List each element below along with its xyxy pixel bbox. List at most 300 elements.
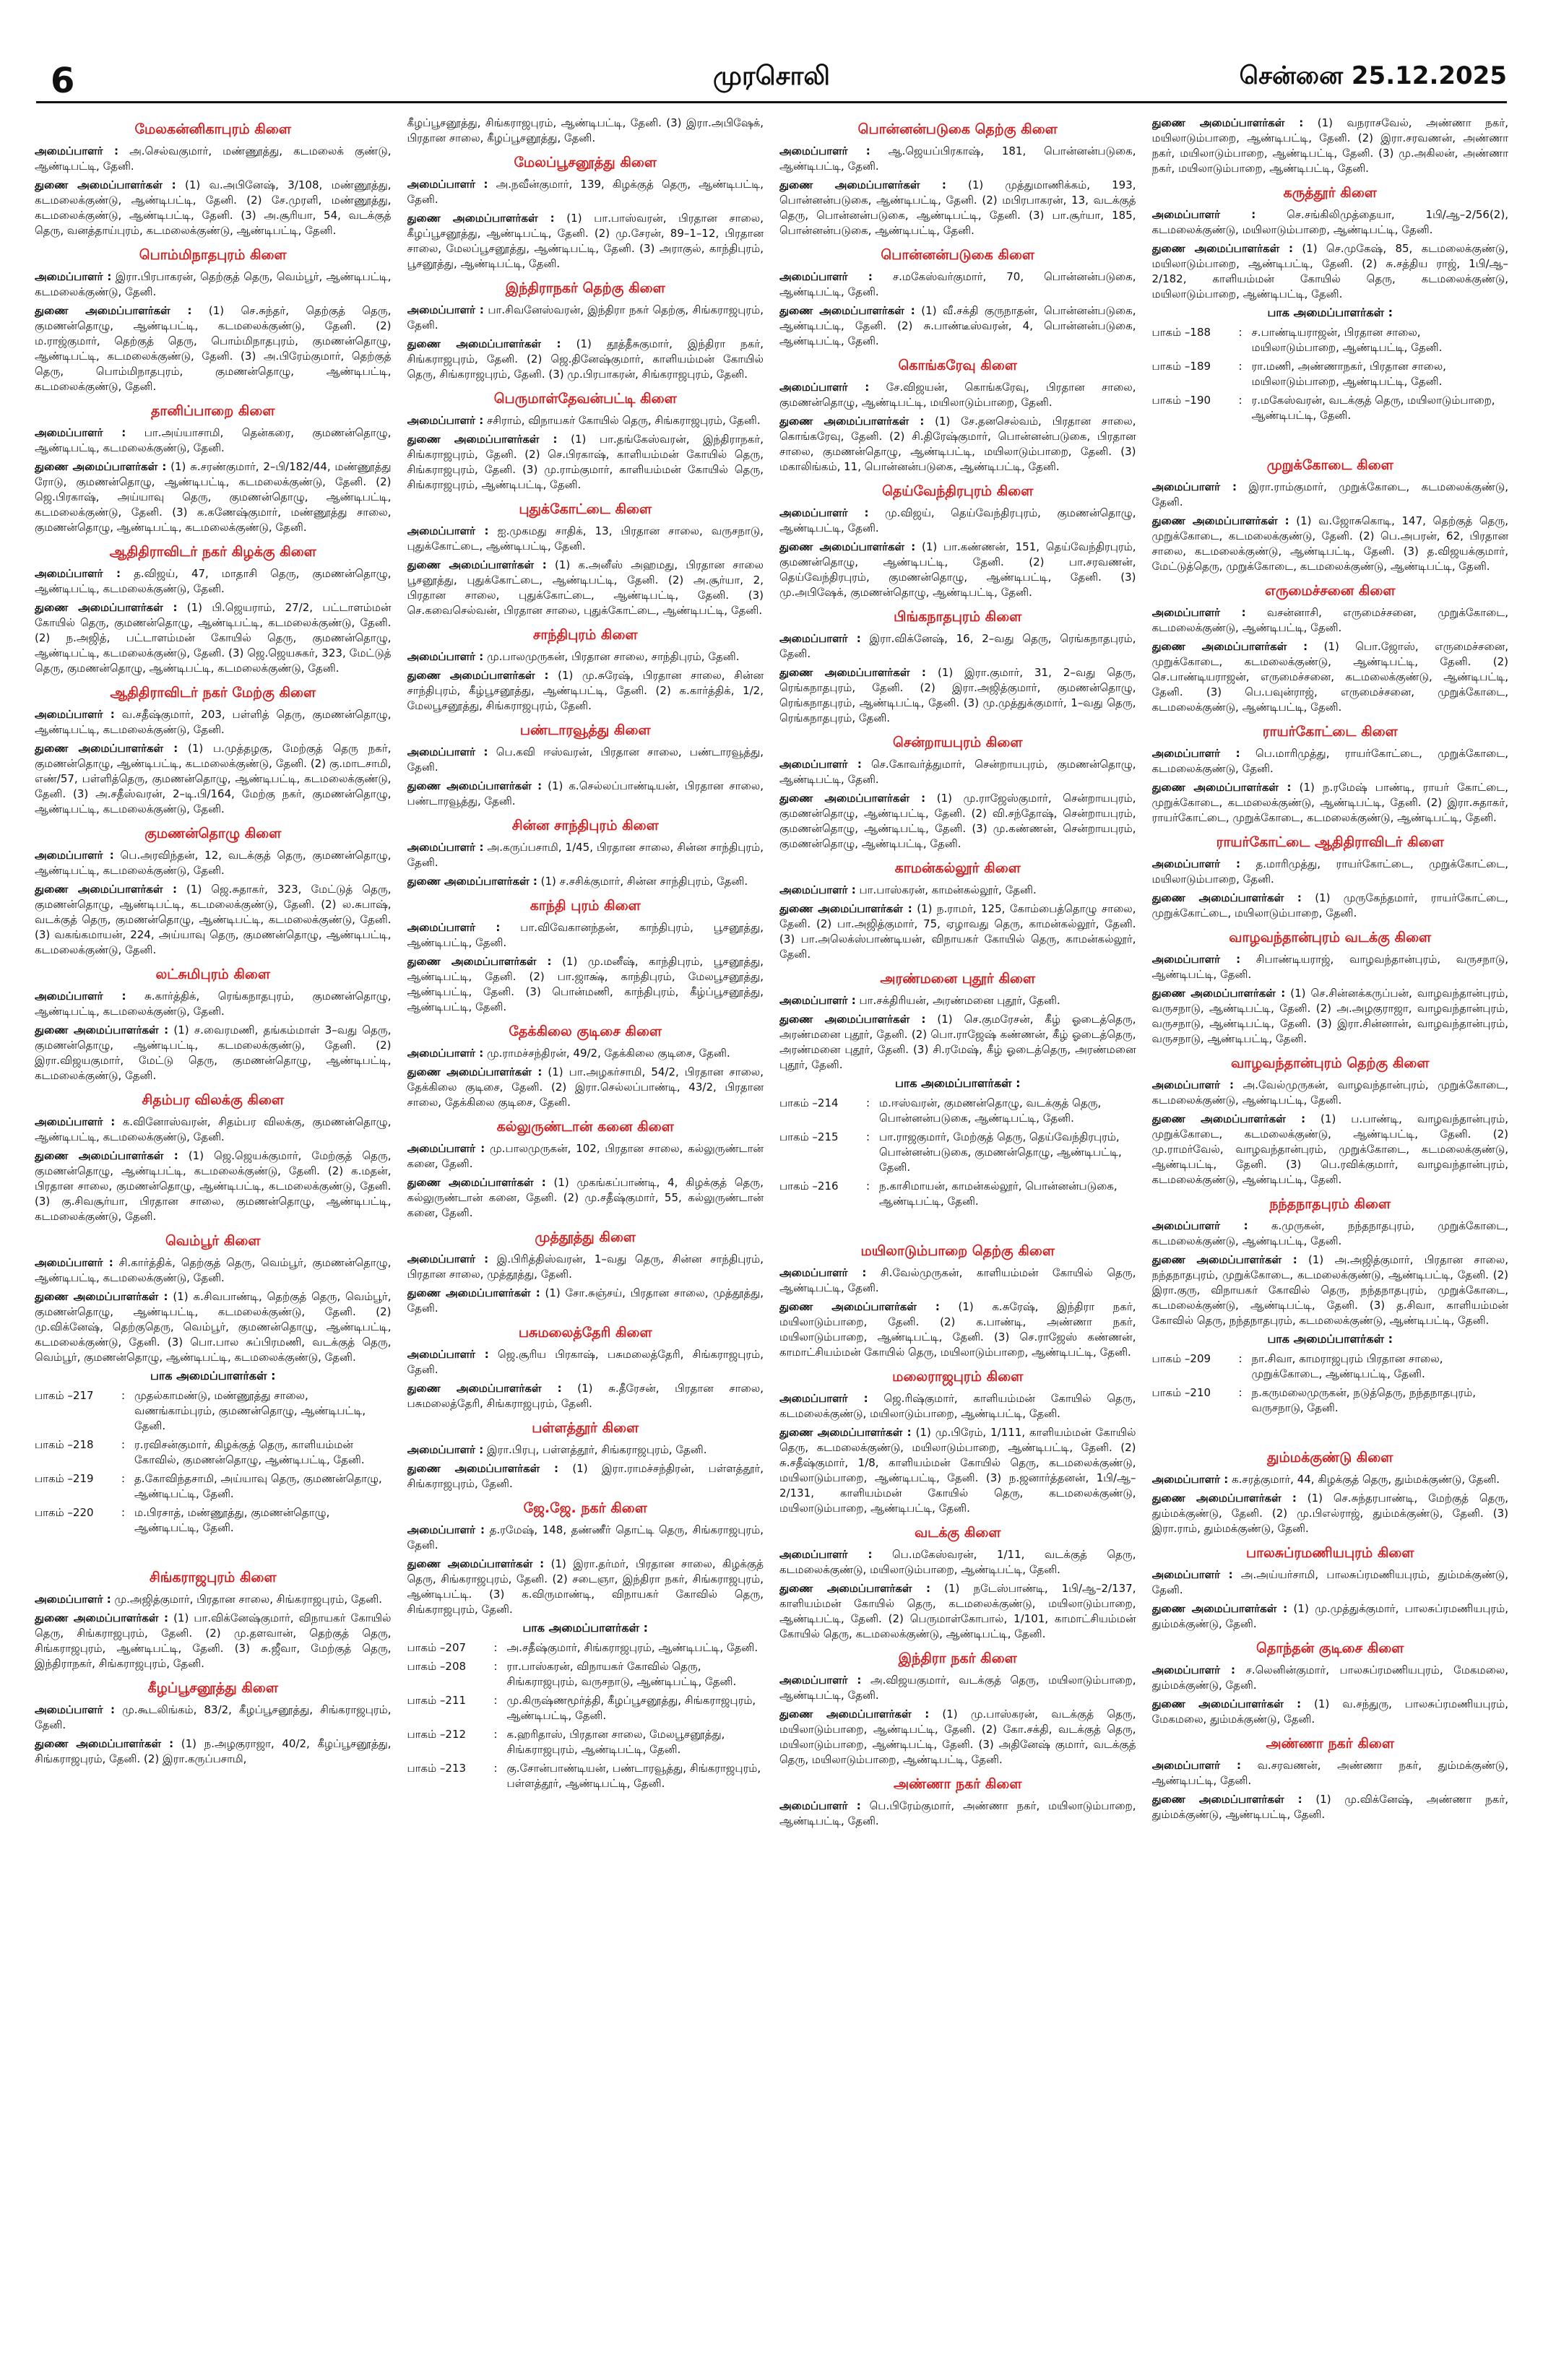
pagam-label: பாகம் –207 — [407, 1641, 467, 1654]
branch-block — [407, 1420, 764, 1492]
organizer-text: அ.விஜயகுமார், வடக்குத் தெரு, மயிலாடும்பாறை, ஆண்டிபட்டி, தேனி. — [779, 1674, 1136, 1702]
branch-title: தும்மக்குண்டு கிளை — [1267, 1450, 1393, 1466]
pagam-heading: பாக அமைப்பாளர்கள் : — [150, 1369, 276, 1382]
pagam-colon: : — [493, 1660, 498, 1673]
deputies-label: துணை அமைப்பாளர்கள் : — [407, 1176, 546, 1189]
column-4 — [1152, 116, 1509, 2362]
branch-block — [407, 722, 764, 809]
deputies-entry — [779, 303, 1136, 349]
branch-title: ஆதிதிராவிடர் நகர் மேற்கு கிளை — [110, 685, 316, 701]
deputies-label: துணை அமைப்பாளர்கள் : — [407, 1557, 545, 1570]
deputies-text: (1) ச.சசிக்குமார், சின்ன சாந்திபுரம், தேனி. — [540, 875, 748, 888]
pagam-label: பாகம் –188 — [1151, 326, 1211, 339]
branch-block — [1152, 834, 1509, 921]
deputies-text: (1) செ.முகேஷ், 85, கடமலைக்குண்டு, மயிலாடும்பாறை, ஆண்டிபட்டி, தேனி. (2) சு.சத்திய ராஜ், 1பி/ஆ–2/182, காளியம்மன் கோயில் தெரு, கடமலைக்குண்டு, மயிலாடும்பாறை, ஆண்டிபட்டி, தேனி. — [1151, 242, 1508, 300]
deputies-text: (1) மு.சுரேஷ், பிரதான சாலை, சின்ன சாந்திபுரம், கீழ்பூசனூத்து, ஆண்டிபட்டி, தேனி. (2) க.கார்த்திக், 1/2, மேலபூசனூத்து, சிங்கராஜபுரம், தேனி. — [407, 669, 764, 712]
organizer-entry — [407, 1347, 764, 1377]
branch-block — [1152, 1545, 1509, 1632]
pagam-row — [779, 1096, 1136, 1126]
branch-title: மேலப்பூசனூத்து கிளை — [514, 155, 657, 170]
branch-title: சிதம்பர விலக்கு கிளை — [142, 1092, 285, 1108]
deputies-entry — [35, 882, 392, 958]
pagam-label: பாகம் –217 — [35, 1389, 94, 1402]
pagam-colon: : — [493, 1694, 498, 1707]
deputies-entry — [35, 178, 392, 238]
organizer-entry — [407, 177, 764, 207]
organizer-label: அமைப்பாளர் : — [779, 1799, 861, 1812]
deputies-label: துணை அமைப்பாளர்கள் : — [1151, 1253, 1297, 1266]
edition-date: சென்னை 25.12.2025 — [1239, 61, 1507, 90]
branch-title: இந்திராநகர் தெற்கு கிளை — [505, 280, 665, 296]
deputies-text: (1) பொ.ஜோஸ், எருமைச்சனை, முறுக்கோடை, கடமலைக்குண்டு, ஆண்டிபட்டி, தேனி. (2) செ.பாண்டியராஜன், எருமைச்சனை, கடமலைக்குண்டு, ஆண்டிபட்டி, தேனி. (3) பெ.பவுன்ராஜ், எருமைச்சனை, முறுக்கோடை, கடமலைக்குண்டு, ஆண்டிபட்டி, தேனி. — [1151, 640, 1508, 714]
deputies-label: துணை அமைப்பாளர்கள் : — [779, 304, 915, 317]
deputies-label: துணை அமைப்பாளர்கள் : — [1151, 1112, 1306, 1125]
pagam-colon: : — [1238, 1386, 1242, 1399]
branch-block — [779, 735, 1136, 852]
deputies-entry — [407, 337, 764, 382]
column-1 — [35, 116, 392, 2362]
deputies-entry — [779, 540, 1136, 600]
organizer-entry — [779, 1673, 1136, 1703]
branch-title: பசுமலைத்தேரி கிளை — [518, 1325, 652, 1341]
organizer-text: ஐ.முகமது சாதிக், 13, பிரதான சாலை, வருசநாடு, புதுக்கோட்டை, ஆண்டிபட்டி, தேனி. — [407, 524, 764, 553]
organizer-text: பா.அய்யாசாமி, தென்கரை, குமணன்தொழு, ஆண்டிபட்டி, கடமலைக்குண்டு, தேனி. — [35, 426, 392, 454]
pagam-heading: பாக அமைப்பாளர்கள் : — [895, 1076, 1021, 1090]
pagam-text: த.கோவிந்தசாமி, அய்யாவு தெரு, குமணன்தொழு, ஆண்டிபட்டி, தேனி. — [134, 1472, 382, 1500]
pagam-colon: : — [121, 1389, 126, 1402]
branch-title: பொன்னன்படுகை கிளை — [881, 247, 1035, 263]
deputies-label: துணை அமைப்பாளர்கள் : — [779, 178, 946, 191]
deputies-label: துணை அமைப்பாளர்கள் : — [407, 212, 555, 225]
organizer-label: அமைப்பாளர் : — [1151, 606, 1246, 619]
branch-block — [407, 501, 764, 618]
article-columns — [35, 116, 1508, 2362]
deputies-label: துணை அமைப்பாளர்கள் : — [1151, 1697, 1302, 1710]
deputies-entry — [1152, 1491, 1509, 1536]
spacer — [35, 1539, 392, 1561]
deputies-label: துணை அமைப்பாளர்கள் : — [35, 460, 167, 473]
organizer-label: அமைப்பாளர் : — [1151, 857, 1240, 870]
pagam-text: ந.காசிமாயன், காமன்கல்லூர், பொன்னன்படுகை, ஆண்டிபட்டி, தேனி. — [879, 1180, 1118, 1208]
organizer-entry — [407, 1442, 764, 1458]
organizer-entry — [779, 506, 1136, 536]
deputies-entry — [779, 1425, 1136, 1516]
organizer-text: மு.கூடலிங்கம், 83/2, கீழப்பூசனூத்து, சிங்கராஜபுரம், தேனி. — [35, 1703, 392, 1731]
pagam-text: கு.சோன்பாண்டியன், பண்டாரவூத்து, சிங்கராஜபுரம், பள்ளத்தூர், ஆண்டிபட்டி, தேனி. — [506, 1762, 761, 1790]
pagam-row — [1152, 325, 1509, 355]
organizer-label: அமைப்பாளர் : — [779, 994, 856, 1007]
organizer-text: சசிராம், விநாயகர் கோயில் தெரு, சிங்கராஜபுரம், தேனி. — [486, 414, 761, 427]
deputies-text: (1) மு.பாஸ்கரன், வடக்குத் தெரு, மயிலாடும்பாறை, ஆண்டிபட்டி, தேனி. (2) கோ.சக்தி, வடக்குத் தெரு, மயிலாடும்பாறை, ஆண்டிபட்டி, தேனி. (3) அதினேஷ் குமார், வடக்குத் தெரு, மயிலாடும்பாறை, ஆண்டிபட்டி, தேனி. — [779, 1708, 1136, 1766]
branch-title: லட்சுமிபுரம் கிளை — [155, 966, 271, 982]
deputies-text: (1) ந.ரமேஷ் பாண்டி, ராயர் கோட்டை, முறுக்கோடை, கடமலைக்குண்டு, ஆண்டிபட்டி, தேனி. (2) இரா.சுதாகர், ராயர்கோட்டை, முறுக்கோடை, கடமலைக்குண்டு, ஆண்டிபட்டி, தேனி. — [1151, 781, 1508, 824]
organizer-entry — [35, 144, 392, 174]
organizer-text: மு.ராமச்சந்திரன், 49/2, தேக்கிலை குடிசை, தேனி. — [486, 1047, 730, 1060]
organizer-entry — [1152, 480, 1509, 510]
deputies-text: (1) மு.விக்னேஷ், அண்ணா நகர், தும்மக்குண்டு, ஆண்டிபட்டி, தேனி. — [1151, 1793, 1508, 1821]
deputies-text: (1) ந.ராமர், 125, கோம்பைத்தொழு சாலை, தேனி. (2) பா.அஜித்குமார், 75, ஏழாவது தெரு, காமன்கல்லூர், தேனி. (3) பா.அலெக்ஸ்பாண்டியன், விநாயகர் கோயில் தெரு, காமன்கல்லூர், தேனி. — [779, 902, 1136, 961]
branch-block — [407, 898, 764, 1015]
pagam-row — [35, 1437, 392, 1468]
organizer-text: ஆ.ஜெயப்பிரகாஷ், 181, பொன்னன்படுகை, ஆண்டிபட்டி, தேனி. — [779, 144, 1136, 173]
organizer-text: அ.வேல்முருகன், வாழவந்தான்புரம், முறுக்கோடை, கடமலைக்குண்டு, ஆண்டிபட்டி, தேனி. — [1151, 1078, 1508, 1107]
pagam-label: பாகம் –215 — [779, 1130, 839, 1143]
deputies-label: துணை அமைப்பாளர்கள் : — [1151, 1492, 1297, 1505]
branch-block — [407, 1325, 764, 1411]
deputies-text: (1) செ.சுந்தரபாண்டி, மேற்குத் தெரு, தும்மக்குண்டு, தேனி. (2) மு.பிஎல்ராஜ், தும்மக்குண்டு, தேனி. (3) இரா.ராம், தும்மக்குண்டு, தேனி. — [1151, 1492, 1508, 1535]
deputies-entry — [407, 874, 764, 889]
organizer-label: அமைப்பாளர் : — [407, 1252, 489, 1265]
branch-block — [407, 1229, 764, 1316]
organizer-entry — [1152, 207, 1509, 238]
organizer-label: அமைப்பாளர் : — [1151, 1473, 1229, 1486]
pagam-text: ச.பாண்டியராஜன், பிரதான சாலை, மயிலாடும்பாறை, ஆண்டிபட்டி, தேனி. — [1251, 326, 1443, 354]
organizer-label: அமைப்பாளர் : — [407, 650, 484, 663]
deputies-text: (1) க.அனீஸ் அஹமது, பிரதான சாலை பூசனூத்து, புதுக்கோட்டை, ஆண்டிபட்டி, தேனி. (2) அ.சூர்யா, 2, பிரதான சாலை, புதுக்கோட்டை, ஆண்டிபட்டி, தேனி. (3) செ.கவைசெல்வன், பிரதான சாலை, புதுக்கோட்டை, ஆண்டிபட்டி, தேனி. — [407, 558, 764, 617]
deputies-label: துணை அமைப்பாளர்கள் : — [1151, 640, 1308, 653]
branch-title: மேலகன்னிகாபுரம் கிளை — [134, 121, 291, 137]
pagam-heading: பாக அமைப்பாளர்கள் : — [1267, 306, 1393, 319]
pagam-text: ம.ஈஸ்வரன், குமணன்தொழு, வடக்குத் தெரு, பொன்னன்படுகை, ஆண்டிபட்டி, தேனி. — [879, 1096, 1102, 1125]
deputies-label: துணை அமைப்பாளர்கள் : — [779, 1013, 926, 1026]
deputies-text: (1) பா.தங்கேஸ்வரன், இந்திராநகர், சிங்கராஜபுரம், தேனி. (2) செ.பிரகாஷ், காளியம்மன் கோயில் தெரு, சிங்கராஜபுரம், தேனி. (3) மு.ராம்குமார், காளியம்மன் கோயில் தெரு, சிங்கராஜபுரம், ஆண்டிபட்டி, தேனி. — [407, 433, 764, 491]
organizer-text: க.சரத்குமார், 44, கிழக்குத் தெரு, தும்மக்குண்டு, தேனி. — [1231, 1473, 1500, 1486]
deputies-label: துணை அமைப்பாளர்கள் : — [407, 875, 537, 888]
deputies-text: (1) தூத்தீசுகுமார், இந்திரா நகர், சிங்கராஜபுரம், தேனி. (2) ஜெ.தினேஷ்குமார், காளியம்மன் கோயில் தெரு, சிங்கராஜபுரம், தேனி. (3) மு.பிரபாகரன், சிங்கராஜபுரம், தேனி. — [407, 337, 764, 381]
deputies-entry — [1152, 1112, 1509, 1187]
organizer-entry — [407, 745, 764, 775]
organizer-text: க.முருகன், நந்தநாதபுரம், முறுக்கோடை, கடமலைக்குண்டு, ஆண்டிபட்டி, தேனி. — [1151, 1219, 1508, 1247]
organizer-text: இரா.விக்னேஷ், 16, 2–வது தெரு, ரெங்கநாதபுரம், தேனி. — [779, 632, 1136, 660]
branch-block — [35, 966, 392, 1083]
deputies-entry — [779, 1707, 1136, 1767]
deputies-label: துணை அமைப்பாளர்கள் : — [1151, 1793, 1302, 1806]
organizer-text: அ.அய்யர்சாமி, பாலசுப்ரமணியபுரம், தும்மக்குண்டு, தேனி. — [1151, 1568, 1508, 1596]
deputies-label: துணை அமைப்பாளர்கள் : — [35, 883, 177, 896]
organizer-entry — [407, 413, 764, 428]
organizer-label: அமைப்பாளர் : — [1151, 1759, 1241, 1772]
pagam-row — [1152, 1385, 1509, 1416]
branch-title: கொங்கரேவு கிளை — [898, 358, 1017, 373]
organizer-text: மு.பாலமுருகன், 102, பிரதான சாலை, கல்லுருண்டான் கனை, தேனி. — [407, 1142, 764, 1170]
pagam-row — [35, 1388, 392, 1434]
organizer-text: இரா.ராம்குமார், முறுக்கோடை, கடமலைக்குண்டு, தேனி. — [1151, 480, 1508, 509]
organizer-entry — [779, 1799, 1136, 1829]
organizer-label: அமைப்பாளர் : — [1151, 953, 1241, 966]
branch-block — [35, 826, 392, 958]
deputies-entry — [407, 558, 764, 618]
pagam-colon: : — [121, 1438, 126, 1451]
organizer-label: அமைப்பாளர் : — [407, 1443, 484, 1456]
deputies-label: துணை அமைப்பாளர்கள் : — [407, 1065, 543, 1078]
deputies-text: (1) முருகேந்தமார், ராயர்கோட்டை, முறுக்கோட்டை, மயிலாடும்பாறை, தேனி. — [1151, 891, 1508, 919]
deputies-text: (1) செ.குமரேசன், கீழ் ஓடைத்தெரு, அரண்மனை புதூர், தேனி. (2) பொ.ராஜேஷ் கண்ணன், கீழ் ஓடைத்தெரு, அரண்மனை புதூர், தேனி. (3) சி.ரமேஷ், கீழ் ஓடைத்தெரு, அரண்மனை புதூர், தேனி. — [779, 1013, 1136, 1071]
pagam-row — [1152, 393, 1509, 423]
organizer-text: பெ.அரவிந்தன், 12, வடக்குத் தெரு, குமணன்தொழு, ஆண்டிபட்டி, கடமலைக்குண்டு, தேனி. — [35, 849, 392, 877]
deputies-label: துணை அமைப்பாளர்கள் : — [1151, 116, 1304, 129]
pagam-colon: : — [866, 1180, 870, 1193]
organizer-label: அமைப்பாளர் : — [1151, 480, 1237, 493]
deputies-label: துணை அமைப்பாளர்கள் : — [35, 601, 178, 614]
organizer-label: அமைப்பாளர் : — [35, 1256, 113, 1269]
deputies-label: துணை அமைப்பாளர்கள் : — [1151, 891, 1302, 904]
organizer-text: த.விஜய், 47, மாதாசி தெரு, குமணன்தொழு, ஆண்டிபட்டி, கடமலைக்குண்டு, தேனி. — [35, 567, 392, 595]
pagam-row — [1152, 1351, 1509, 1382]
deputies-entry — [1152, 241, 1509, 302]
organizer-entry — [35, 1255, 392, 1286]
pagam-text: ம.பிரசாத், மண்ணூத்து, குமணன்தொழு, ஆண்டிபட்டி, தேனி. — [134, 1506, 330, 1534]
deputies-entry — [779, 1012, 1136, 1073]
branch-block — [407, 155, 764, 272]
branch-block — [35, 685, 392, 817]
deputies-text: (1) பா.கண்ணன், 151, தெய்வேந்திரபுரம், குமணன்தொழு, ஆண்டிபட்டி, தேனி. (2) பா.சரவணன், தெய்வேந்திரபுரம், குமணன்தொழு, ஆண்டிபட்டி, தேனி. (3) மு.அபிஷேக், குமணன்தொழு, ஆண்டிபட்டி, தேனி. — [779, 540, 1136, 599]
organizer-text: பெ.பிரேம்குமார், அண்ணா நகர், மயிலாடும்பாறை, ஆண்டிபட்டி, தேனி. — [779, 1799, 1136, 1827]
deputies-label: துணை அமைப்பாளர்கள் : — [779, 1582, 931, 1595]
organizer-label: அமைப்பாளர் : — [1151, 1663, 1235, 1676]
deputies-entry — [407, 1557, 764, 1617]
organizer-entry — [1152, 1472, 1509, 1487]
organizer-text: பெ.மகேஸ்வரன், 1/11, வடக்குத் தெரு, கடமலைக்குண்டு, மயிலாடும்பாறை, ஆண்டிபட்டி, தேனி. — [779, 1548, 1136, 1576]
organizer-entry — [1152, 1663, 1509, 1693]
deputies-label: துணை அமைப்பாளர்கள் : — [1151, 1602, 1288, 1615]
deputies-text: (1) வீ.சக்தி குருநாதன், பொன்னன்படுகை, ஆண்டிபட்டி, தேனி. (2) சு.பாண்டீஸ்வரன், 4, பொன்னன்படுகை, ஆண்டிபட்டி, தேனி. — [779, 304, 1136, 347]
deputies-entry — [35, 459, 392, 535]
organizer-entry — [407, 1523, 764, 1553]
organizer-label: அமைப்பாளர் : — [1151, 747, 1240, 760]
deputies-label: துணை அமைப்பாளர்கள் : — [407, 558, 547, 571]
branch-title: தெய்வேந்திரபுரம் கிளை — [882, 483, 1034, 499]
branch-block — [35, 121, 392, 238]
organizer-entry — [779, 993, 1136, 1008]
deputies-entry — [779, 665, 1136, 726]
branch-title: பொன்னன்படுகை தெற்கு கிளை — [857, 121, 1058, 137]
branch-title: ராயர்கோட்டை கிளை — [1262, 724, 1398, 740]
organizer-text: சிபாண்டியராஜ், வாழவந்தான்புரம், வருசநாடு, ஆண்டிபட்டி, தேனி. — [1151, 953, 1508, 981]
branch-block — [779, 358, 1136, 475]
organizer-label: அமைப்பாளர் : — [779, 632, 861, 645]
deputies-label: துணை அமைப்பாளர்கள் : — [1151, 242, 1293, 255]
organizer-entry — [1152, 605, 1509, 636]
organizer-entry — [779, 883, 1136, 898]
deputies-entry — [1152, 514, 1509, 574]
branch-block — [407, 1024, 764, 1110]
branch-title: பெருமாள்தேவன்பட்டி கிளை — [493, 391, 677, 407]
deputies-label: துணை அமைப்பாளர்கள் : — [779, 792, 926, 805]
deputies-text: (1) சு.சரண்குமார், 2–பி/182/44, மண்ணூத்து ரோடு, குமணன்தொழு, ஆண்டிபட்டி, கடமலைக்குண்டு, தேனி. (2) ஜெ.பிரகாஷ், அய்யாவு தெரு, குமணன்தொழு, ஆண்டிபட்டி, கடமலைக்குண்டு, தேனி. (3) க.கணேஷ்குமார், மண்ணூத்து சாலை, குமணன்தொழு, ஆண்டிபட்டி, கடமலைக்குண்டு, தேனி. — [35, 460, 392, 534]
deputies-text: (1) அ.அஜித்குமார், பிரதான சாலை, நந்தநாதபுரம், முறுக்கோடை, கடமலைக்குண்டு, ஆண்டிபட்டி, தேனி. (2) இரா.குரு, விநாயகர் கோவில் தெரு, நந்தநாதபுரம், முறுக்கோடை, கடமலைக்குண்டு, ஆண்டிபட்டி, தேனி. (3) த.சிவா, காளியம்மன் கோவில் தெரு, நந்தநாதபுரம், கடமலைக்குண்டு, ஆண்டிபட்டி, தேனி. — [1151, 1253, 1508, 1327]
organizer-label: அமைப்பாளர் : — [407, 745, 488, 758]
branch-title: அண்ணா நகர் கிளை — [1266, 1736, 1395, 1752]
deputies-entry — [407, 1381, 764, 1411]
deputies-entry — [1152, 986, 1509, 1047]
pagam-colon: : — [1238, 326, 1242, 339]
organizer-label: அமைப்பாளர் : — [407, 414, 484, 427]
pagam-colon: : — [121, 1506, 126, 1519]
branch-block — [779, 483, 1136, 600]
pagam-heading: பாக அமைப்பாளர்கள் : — [1267, 1332, 1393, 1346]
organizer-label: அமைப்பாளர் : — [1151, 1568, 1233, 1581]
pagam-row — [407, 1659, 764, 1689]
branch-title: நந்தநாதபுரம் கிளை — [1269, 1196, 1391, 1212]
organizer-text: பா.விவேகானந்தன், காந்திபுரம், பூசனூத்து, ஆண்டிபட்டி, தேனி. — [407, 921, 764, 949]
deputies-entry — [35, 1148, 392, 1224]
deputies-text: (1) முகங்கப்பாண்டி, 4, கிழக்குத் தெரு, கல்லுருண்டான் கனை, தேனி. (2) மு.சதீஷ்குமார், 55, கல்லுருண்டான் கனை, தேனி. — [407, 1176, 764, 1219]
organizer-entry — [779, 1391, 1136, 1421]
deputies-text: (1) ஜெ.ஜெயக்குமார், மேற்குத் தெரு, குமணன்தொழு, ஆண்டிபட்டி, கடமலைக்குண்டு, தேனி. (2) க.மதன், பிரதான சாலை, குமணன்தொழு, ஆண்டிபட்டி, கடமலைக்குண்டு, தேனி. (3) கு.சிவசூர்யா, பிரதான சாலை, குமணன்தொழு, ஆண்டிபட்டி, கடமலைக்குண்டு, தேனி. — [35, 1149, 392, 1223]
pagam-row — [35, 1471, 392, 1502]
branch-block — [35, 1680, 392, 1767]
deputies-entry — [779, 178, 1136, 238]
organizer-text: பெ.மாரிமுத்து, ராயர்கோட்டை, முறுக்கோடை, கடமலைக்குண்டு, தேனி. — [1151, 747, 1508, 775]
branch-block — [407, 818, 764, 889]
pagam-colon: : — [493, 1762, 498, 1775]
deputies-label: துணை அமைப்பாளர்கள் : — [407, 433, 558, 446]
organizer-text: ச.மகேஸ்வர்குமார், 70, பொன்னன்படுகை, ஆண்டிபட்டி, தேனி. — [779, 270, 1136, 298]
deputies-label: துணை அமைப்பாளர்கள் : — [407, 1382, 562, 1395]
organizer-entry — [779, 144, 1136, 174]
deputies-text: (1) இரா.தர்மர், பிரதான சாலை, கிழக்குத் தெரு, சிங்கராஜபுரம், தேனி. (2) சடைஞா, இந்திரா நகர், சிங்கராஜபுரம், ஆண்டிபட்டி. (3) க.விருமாண்டி, விநாயகர் கோவில் தெரு, சிங்கராஜபுரம், தேனி. — [407, 1557, 764, 1616]
pagam-colon: : — [493, 1728, 498, 1741]
branch-title: எருமைச்சனை கிளை — [1265, 583, 1396, 599]
branch-block — [407, 116, 764, 146]
pagam-row — [779, 1179, 1136, 1209]
deputies-entry — [407, 779, 764, 809]
organizer-label: அமைப்பாளர் : — [35, 1115, 116, 1128]
deputies-entry — [407, 432, 764, 493]
organizer-label: அமைப்பாளர் : — [35, 426, 126, 439]
deputies-text: (1) மு.முத்துக்குமார், பாலசுப்ரமணியபுரம், தும்மக்குண்டு, தேனி. — [1151, 1602, 1508, 1630]
branch-block — [35, 1233, 392, 1561]
pagam-heading: பாக அமைப்பாளர்கள் : — [522, 1621, 648, 1635]
organizer-entry — [35, 1115, 392, 1145]
deputies-text: (1) செ.சின்னக்கருப்பன், வாழவந்தான்புரம், வருசநாடு, ஆண்டிபட்டி, தேனி. (2) அ.அழகுராஜா, வாழவந்தான்புரம், வருசநாடு, ஆண்டிபட்டி, தேனி. (3) இரா.சின்னான், வாழவந்தான்புரம், வருசநாடு, ஆண்டிபட்டி, தேனி. — [1151, 987, 1508, 1045]
branch-title: புதுக்கோட்டை கிளை — [519, 501, 652, 517]
branch-title: தேக்கிலை குடிசை கிளை — [509, 1024, 662, 1039]
branch-block — [35, 1092, 392, 1224]
organizer-entry — [407, 303, 764, 333]
deputies-label: துணை அமைப்பாளர்கள் : — [779, 1708, 930, 1721]
organizer-label: அமைப்பாளர் : — [1151, 1078, 1234, 1091]
branch-block — [779, 121, 1136, 238]
branch-title: தொந்தன் குடிசை கிளை — [1256, 1640, 1404, 1656]
organizer-text: மு.அஜித்குமார், பிரதான சாலை, சிங்கராஜபுரம், தேனி. — [114, 1593, 383, 1606]
branch-title: பொம்மிநாதபுரம் கிளை — [139, 247, 287, 263]
deputies-entry — [35, 1023, 392, 1083]
branch-title: வாழவந்தான்புரம் தெற்கு கிளை — [1230, 1055, 1430, 1071]
branch-block — [779, 609, 1136, 726]
organizer-text: க.வினோஸ்வரன், சிதம்பர விலக்கு, குமணன்தொழு, ஆண்டிபட்டி, கடமலைக்குண்டு, தேனி. — [35, 1115, 392, 1143]
branch-title: முத்தூத்து கிளை — [535, 1229, 636, 1245]
spacer — [779, 1213, 1136, 1234]
pagam-label: பாகம் –208 — [407, 1660, 467, 1673]
branch-title: கீழப்பூசனூத்து கிளை — [147, 1680, 278, 1696]
organizer-text: ச.லெனின்குமார், பாலசுப்ரமணியபுரம், மேகமலை, தும்மக்குண்டு, தேனி. — [1151, 1663, 1508, 1692]
deputies-entry — [1152, 1601, 1509, 1632]
pagam-row — [407, 1761, 764, 1791]
deputies-label: துணை அமைப்பாளர்கள் : — [779, 540, 916, 553]
branch-block — [407, 391, 764, 493]
organizer-entry — [35, 989, 392, 1019]
deputies-text: (1) சு.தீரேசன், பிரதான சாலை, பசுமலைத்தேரி, சிங்கராஜபுரம், தேனி. — [407, 1382, 764, 1410]
deputies-label: துணை அமைப்பாளர்கள் : — [407, 1286, 540, 1299]
deputies-label: துணை அமைப்பாளர்கள் : — [35, 1611, 168, 1624]
branch-title: ஜே.ஜே. நகர் கிளை — [523, 1500, 647, 1516]
deputies-text: (1) ஜெ.சுதாகர், 323, மேட்டுத் தெரு, குமணன்தொழு, ஆண்டிபட்டி, கடமலைக்குண்டு, தேனி. (2) ல.சுபாஷ், வடக்குத் தெரு, குமணன்தொழு, ஆண்டிபட்டி, கடமலைக்குண்டு, தேனி. (3) வகங்கமாயன், 224, அய்யாவு தெரு, குமணன்தொழு, ஆண்டிபட்டி, கடமலைக்குண்டு, தேனி. — [35, 883, 392, 956]
branch-title: வெம்பூர் கிளை — [165, 1233, 261, 1249]
organizer-entry — [1152, 952, 1509, 982]
organizer-entry — [407, 1252, 764, 1282]
organizer-entry — [407, 1141, 764, 1172]
deputies-entry — [779, 1581, 1136, 1642]
deputies-label: துணை அமைப்பாளர்கள் : — [1151, 987, 1286, 1000]
organizer-text: வ.சதீஷ்குமார், 203, பள்ளித் தெரு, குமணன்தொழு, ஆண்டிபட்டி, கடமலைக்குண்டு, தேனி. — [35, 708, 392, 736]
branch-block — [779, 1243, 1136, 1360]
branch-title: குமணன்தொழு கிளை — [144, 826, 282, 841]
organizer-text: சு.கார்த்திக், ரெங்கநாதபுரம், குமணன்தொழு, ஆண்டிபட்டி, கடமலைக்குண்டு, தேனி. — [35, 990, 392, 1018]
pagam-colon: : — [493, 1641, 498, 1654]
deputies-text: (1) இரா.குமார், 31, 2–வது தெரு, ரெங்கநாதபுரம், தேனி. (2) இரா.அஜித்குமார், குமணன்தொழு, ரெங்கநாதபுரம், ஆண்டிபட்டி, தேனி. (3) மு.முத்துக்குமார், 1–வது தெரு, ரெங்கநாதபுரம், தேனி. — [779, 666, 1136, 724]
deputies-text: (1) செ.சுந்தர், தெற்குத் தெரு, குமணன்தொழு, ஆண்டிபட்டி, கடமலைக்குண்டு, தேனி. (2) ம.ராஜ்குமார், தெற்குத் தெரு, பொம்மிநாதபுரம், குமணன்தொழு, ஆண்டிபட்டி, கடமலைக்குண்டு, தேனி. (3) அ.பிரேம்குமார், தெற்குத் தெரு, பொம்மிநாதபுரம், குமணன்தொழு, ஆண்டிபட்டி, கடமலைக்குண்டு, தேனி. — [35, 304, 392, 393]
pagam-text: ரா.பாஸ்கரன், விநாயகர் கோவில் தெரு, சிங்கராஜபுரம், வருசநாடு, ஆண்டிபட்டி, தேனி. — [506, 1660, 737, 1688]
organizer-text: சி.வேல்முருகன், காளியம்மன் கோயில் தெரு, ஆண்டிபட்டி, தேனி. — [779, 1266, 1136, 1294]
deputies-entry — [407, 954, 764, 1015]
organizer-label: அமைப்பாளர் : — [35, 990, 126, 1003]
deputies-label: துணை அமைப்பாளர்கள் : — [407, 1462, 559, 1475]
branch-block — [1152, 724, 1509, 826]
deputies-entry — [779, 901, 1136, 962]
pagam-label: பாகம் –216 — [779, 1180, 839, 1193]
column-3 — [779, 116, 1136, 2362]
pagam-text: அ.சதீஷ்குமார், சிங்கராஜபுரம், ஆண்டிபட்டி, தேனி. — [506, 1641, 758, 1654]
pagam-label: பாகம் –211 — [407, 1694, 467, 1707]
deputies-text: (1) வநராசவேல், அண்ணா நகர், மயிலாடும்பாறை, ஆண்டிபட்டி, தேனி. (2) இரா.சரவணன், அண்ணா நகர், மயிலாடும்பாறை, ஆண்டிபட்டி, தேனி. (3) மு.அகிலன், அண்ணா நகர், மயிலாடும்பாறை, ஆண்டிபட்டி, தேனி. — [1151, 116, 1508, 175]
pagam-label: பாகம் –214 — [779, 1096, 839, 1109]
organizer-entry — [407, 920, 764, 951]
branch-block — [779, 1650, 1136, 1767]
deputies-label: துணை அமைப்பாளர்கள் : — [407, 779, 543, 792]
pagam-label: பாகம் –219 — [35, 1472, 94, 1485]
pagam-colon: : — [866, 1096, 870, 1109]
deputies-label: துணை அமைப்பாளர்கள் : — [779, 1426, 912, 1439]
organizer-label: அமைப்பாளர் : — [779, 1266, 867, 1279]
deputies-entry — [407, 1461, 764, 1492]
pagam-text: ர.மகேஸ்வரன், வடக்குத் தெரு, மயிலாடும்பாறை, ஆண்டிபட்டி, தேனி. — [1251, 394, 1495, 422]
branch-block — [1152, 185, 1509, 449]
branch-title: பண்டாரவூத்து கிளை — [519, 722, 651, 738]
deputies-entry — [1152, 1252, 1509, 1328]
deputies-label: துணை அமைப்பாளர்கள் : — [35, 1290, 168, 1303]
deputies-entry — [779, 791, 1136, 852]
branch-title: பாலசுப்ரமணியபுரம் கிளை — [1245, 1545, 1414, 1561]
organizer-text: செ.கோவர்த்துமார், சென்றாயபுரம், குமணன்தொழு, ஆண்டிபட்டி, தேனி. — [779, 758, 1136, 786]
organizer-label: அமைப்பாளர் : — [407, 1348, 489, 1361]
deputies-label: துணை அமைப்பாளர்கள் : — [35, 1024, 169, 1037]
organizer-text: ஜெ.ரிஷ்குமார், காளியம்மன் கோயில் தெரு, கடமலைக்குண்டு, மயிலாடும்பாறை, ஆண்டிபட்டி, தேனி. — [779, 1392, 1136, 1420]
deputies-text: (1) க.செல்லப்பாண்டியன், பிரதான சாலை, பண்டாரவூத்து, தேனி. — [407, 779, 764, 808]
branch-title: ஆதிதிராவிடர் நகர் கிழக்கு கிளை — [109, 544, 316, 560]
deputies-text: (1) ப.பாண்டி, வாழவந்தான்புரம், முறுக்கோடை, கடமலைக்குண்டு, ஆண்டிபட்டி, தேனி. (2) மு.ராமர்வேல், வாழவந்தான்புரம், முறுக்கோடை, கடமலைக்குண்டு, ஆண்டிபட்டி, தேனி. (3) பெ.ரவிக்குமார், வாழவந்தான்புரம், கடமலைக்குண்டு, ஆண்டிபட்டி, தேனி. — [1151, 1112, 1508, 1186]
deputies-text: (1) முத்துமாணிக்கம், 193, பொன்னன்படுகை, ஆண்டிபட்டி, தேனி. (2) மபிரபாகரன், 13, வடக்குத் தெரு, பொன்னன்படுகை, ஆண்டிபட்டி, தேனி. (3) பா.சூர்யா, 185, பொன்னன்படுகை, ஆண்டிபட்டி, தேனி. — [779, 178, 1136, 237]
organizer-label: அமைப்பாளர் : — [35, 1703, 116, 1716]
deputies-label: துணை அமைப்பாளர்கள் : — [35, 742, 178, 755]
branch-block — [779, 1369, 1136, 1516]
organizer-label: அமைப்பாளர் : — [35, 270, 112, 283]
branch-block — [779, 971, 1136, 1234]
organizer-entry — [35, 848, 392, 878]
organizer-entry — [407, 840, 764, 870]
deputies-label: துணை அமைப்பாளர்கள் : — [35, 1737, 174, 1750]
column-2 — [407, 116, 764, 2362]
